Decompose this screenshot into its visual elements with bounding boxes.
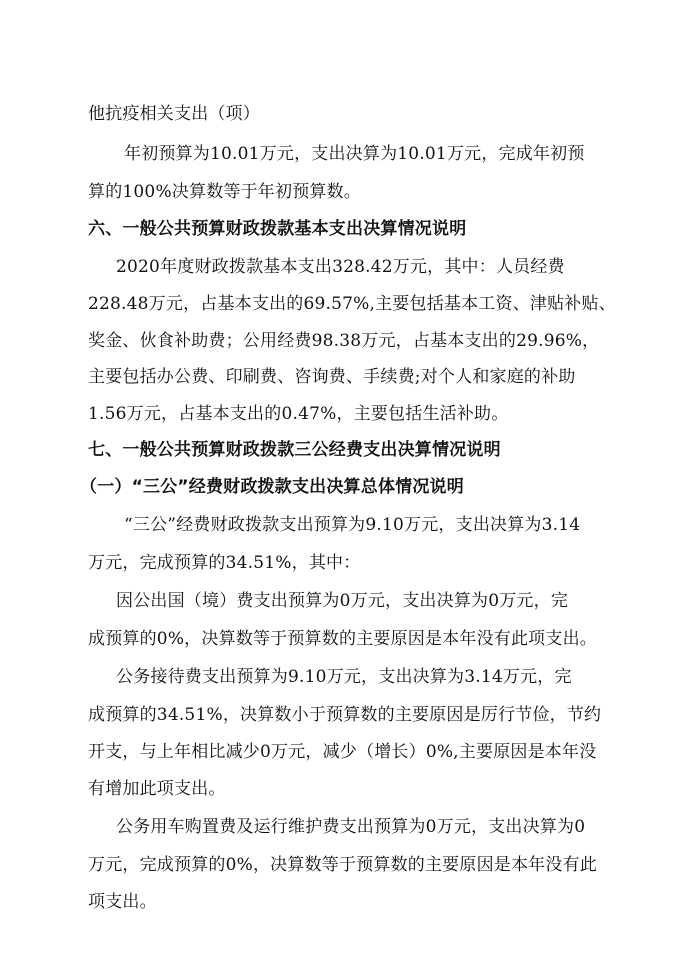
text-line: “三公”经费财政拨款支出预算为9.10万元，支出决算为3.14	[124, 515, 581, 535]
text-line: 有增加此项支出。	[88, 779, 226, 799]
section-heading: 七、一般公共预算财政拨款三公经费支出决算情况说明	[88, 440, 501, 460]
text-line: 2020年度财政拨款基本支出328.42万元，其中：人员经费	[116, 257, 565, 277]
text-line: 因公出国（境）费支出预算为0万元，支出决算为0万元，完	[116, 591, 569, 611]
text-line: 1.56万元，占基本支出的0.47%，主要包括生活补助。	[88, 404, 509, 424]
text-line: 他抗疫相关支出（项）	[88, 104, 260, 124]
section-heading: 六、一般公共预算财政拨款基本支出决算情况说明	[88, 219, 467, 239]
text-line: 公务用车购置费及运行维护费支出预算为0万元，支出决算为0	[116, 817, 586, 837]
text-line: 主要包括办公费、印刷费、咨询费、手续费;对个人和家庭的补助	[88, 367, 576, 387]
text-line: 项支出。	[88, 892, 157, 912]
text-line: 万元，完成预算的34.51%，其中：	[88, 553, 361, 573]
text-line: 成预算的34.51%，决算数小于预算数的主要原因是厉行节俭，节约	[88, 705, 602, 725]
subsection-heading: （一）“三公”经费财政拨款支出决算总体情况说明	[80, 477, 464, 497]
text-line: 万元，完成预算的0%，决算数等于预算数的主要原因是本年没有此	[88, 855, 597, 875]
text-line: 公务接待费支出预算为9.10万元，支出决算为3.14万元，完	[116, 667, 572, 687]
text-line: 开支，与上年相比减少0万元，减少（增长）0%,主要原因是本年没	[88, 742, 597, 762]
text-line: 成预算的0%，决算数等于预算数的主要原因是本年没有此项支出。	[88, 629, 597, 649]
text-line: 算的100%决算数等于年初预算数。	[88, 182, 362, 202]
text-line: 年初预算为10.01万元，支出决算为10.01万元，完成年初预	[124, 144, 585, 164]
text-line: 228.48万元，占基本支出的69.57%,主要包括基本工资、津贴补贴、	[88, 294, 616, 314]
text-line: 奖金、伙食补助费；公用经费98.38万元，占基本支出的29.96%，	[88, 331, 600, 351]
